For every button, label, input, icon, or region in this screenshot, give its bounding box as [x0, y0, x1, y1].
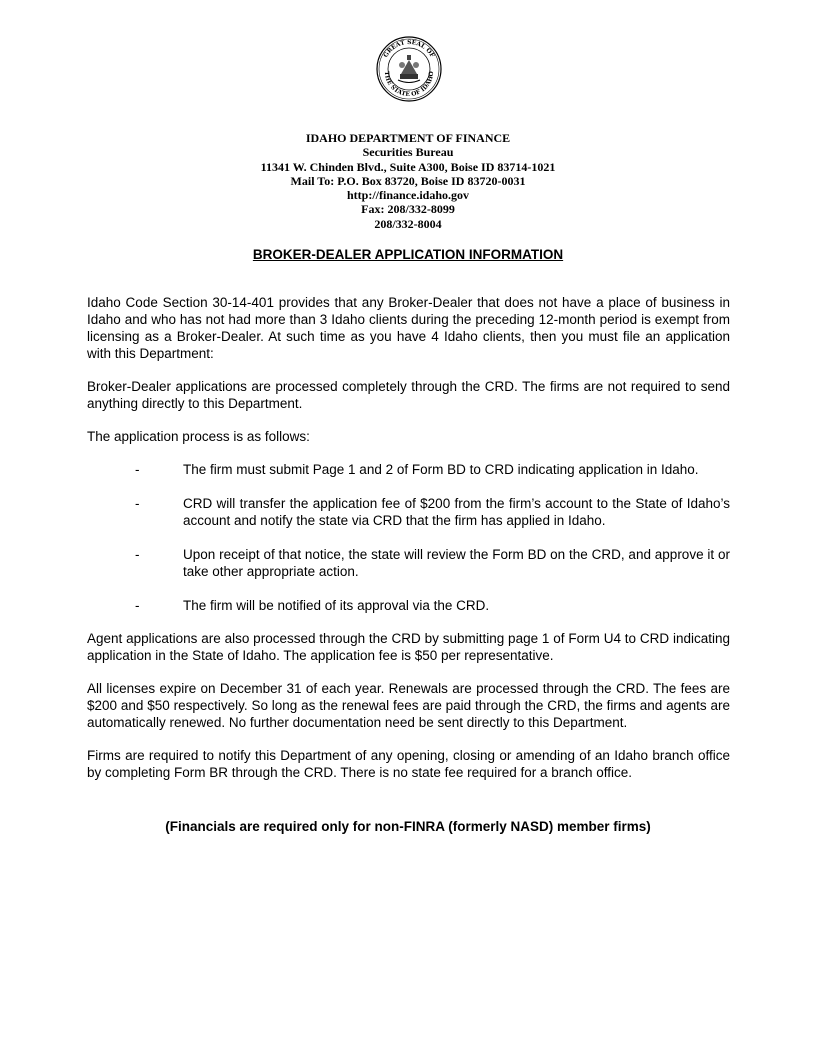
- bureau-name: Securities Bureau: [362, 145, 454, 160]
- crd-processing-paragraph: Broker-Dealer applications are processed completely through the CRD. The firms are not required to send anything directly to this Department.: [87, 379, 730, 411]
- phone-number: 208/332-8004: [374, 216, 442, 231]
- step-text: Upon receipt of that notice, the state will review the Form BD on the CRD, and approve it or take other appropriate action.: [183, 547, 730, 579]
- step-text: The firm must submit Page 1 and 2 of Form BD to CRD indicating application in Idaho.: [183, 462, 699, 477]
- svg-text:GREAT SEAL OF: GREAT SEAL OF: [382, 38, 436, 59]
- website-link[interactable]: http://finance.idaho.gov: [346, 188, 469, 203]
- list-item: [87, 546, 730, 580]
- step-text: The firm will be notified of its approval via the CRD.: [183, 598, 490, 613]
- list-item: [87, 597, 730, 614]
- bullet-dash: -: [135, 598, 140, 613]
- document-title: BROKER-DEALER APPLICATION INFORMATION: [252, 247, 564, 262]
- branch-offices-paragraph: Firms are required to notify this Department of any opening, closing or amending of an Idaho branch office by completing Form BR through the CRD. There is no state fee required for a branch office.: [87, 748, 730, 780]
- svg-text:THE STATE OF IDAHO: THE STATE OF IDAHO: [382, 70, 436, 99]
- letterhead: [0, 131, 816, 231]
- bullet-dash: -: [135, 547, 140, 562]
- bullet-dash: -: [135, 462, 140, 477]
- agent-applications-paragraph: Agent applications are also processed through the CRD by submitting page 1 of Form U4 to CRD indicating application in the State of Idaho. The application fee is $50 per representative.: [87, 631, 730, 663]
- list-item: [87, 461, 730, 478]
- process-steps-list: [87, 461, 730, 614]
- street-address: 11341 W. Chinden Blvd., Suite A300, Boise ID 83714-1021: [260, 159, 556, 174]
- bullet-dash: -: [135, 496, 140, 511]
- mail-address: Mail To: P.O. Box 83720, Boise ID 83720-0031: [290, 173, 526, 188]
- renewals-paragraph: All licenses expire on December 31 of each year. Renewals are processed through the CRD. The fees are $200 and $50 respectively. So long as the renewal fees are paid through the CRD, the firms and agents are automatically renewed. No further documentation need be sent directly to this Department.: [87, 681, 730, 730]
- list-item: [87, 495, 730, 529]
- idaho-state-seal: [376, 36, 442, 102]
- process-intro: The application process is as follows:: [87, 429, 310, 444]
- agency-name: IDAHO DEPARTMENT OF FINANCE: [305, 131, 511, 145]
- fax-number: Fax: 208/332-8099: [361, 202, 455, 217]
- document-body: [87, 294, 730, 797]
- financials-note: (Financials are required only for non-FINRA (formerly NASD) member firms): [165, 819, 651, 834]
- exemption-paragraph: Idaho Code Section 30-14-401 provides that any Broker-Dealer that does not have a place of business in Idaho and who has not had more than 3 Idaho clients during the preceding 12-month period is exempt from licensing as a Broker-Dealer. At such time as you have 4 Idaho clients, then you must file an application with this Department:: [87, 295, 730, 361]
- step-text: CRD will transfer the application fee of $200 from the firm’s account to the State of Idaho’s account and notify the state via CRD that the firm has applied in Idaho.: [183, 496, 730, 528]
